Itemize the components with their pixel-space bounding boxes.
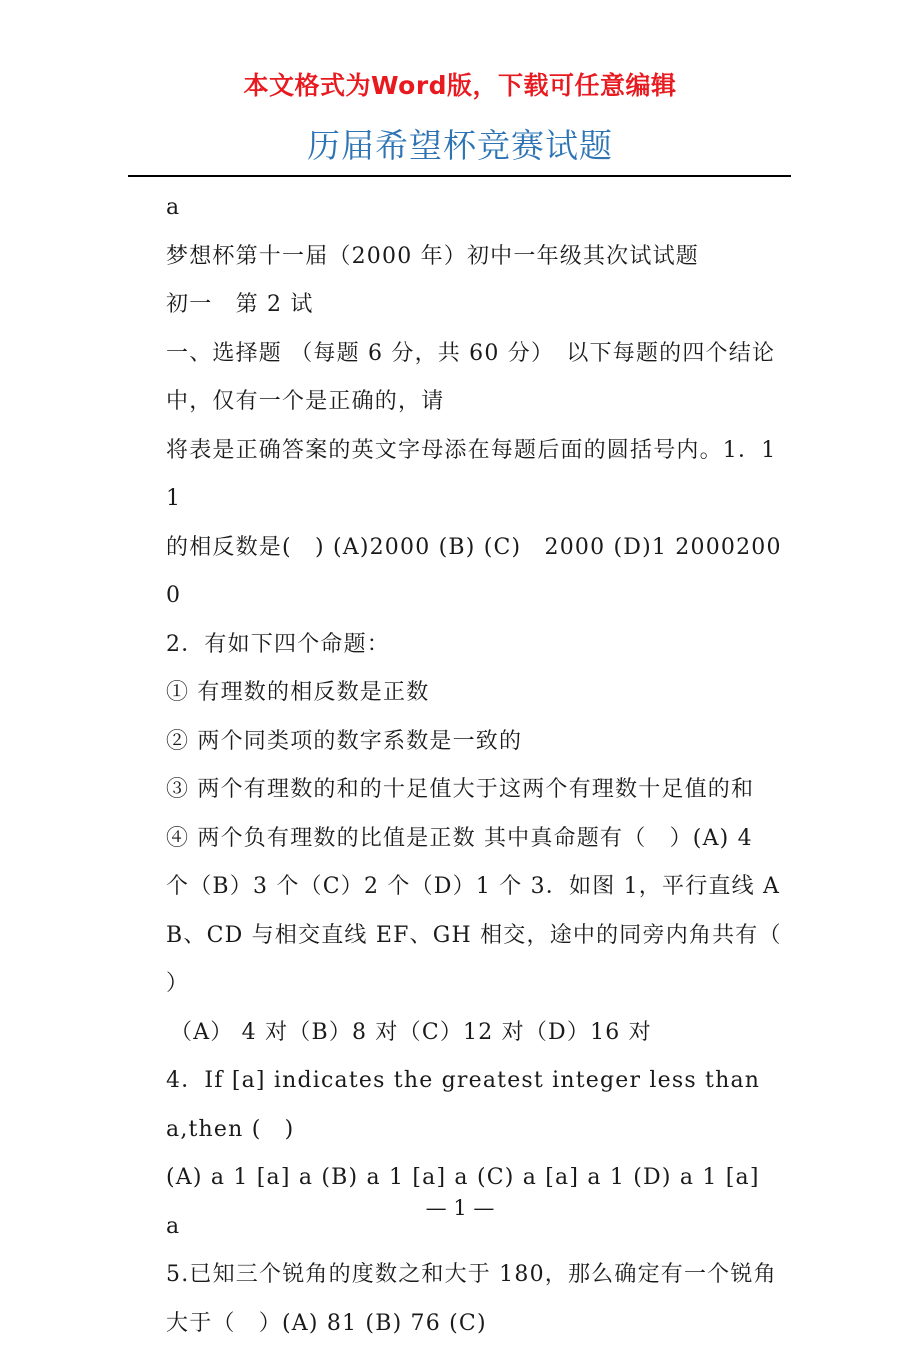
question-2-statement-2: ② 两个同类项的数字系数是一致的 xyxy=(166,728,523,754)
document-title: 历届希望杯竞赛试题 xyxy=(307,126,613,165)
exam-subheading: 初一 第 2 试 xyxy=(166,292,314,317)
page-number: — 1 — xyxy=(425,1196,495,1220)
question-2: 2．有如下四个命题： xyxy=(166,631,390,657)
download-banner: 本文格式为Word版，下载可任意编辑 xyxy=(243,71,677,100)
question-1: 的相反数是( ) (A)2000 (B) (C) 2000 (D)1 20002000 xyxy=(166,534,782,608)
document-body xyxy=(140,184,782,1348)
section-one-instruction: 将表是正确答案的英文字母添在每题后面的圆括号内。1．11 xyxy=(166,437,777,511)
question-2-3-block: ③ 两个有理数的和的十足值大于这两个有理数十足值的和 ④ 两个负有理数的比值是正数 其中真命题有（ ）(A) 4 个（B）3 个（C）2 个（D）1 个 3．如图 1，平行直线 AB、CD 与相交直线 EF、GH 相交，途中的同旁内角共有（ ） xyxy=(166,777,782,996)
question-2-statement-1: ① 有理数的相反数是正数 xyxy=(166,680,430,705)
body-line-stray-a: a xyxy=(166,195,181,220)
question-4-options: (A) a 1 [a] a (B) a 1 [a] a (C) a [a] a 1 (D) a 1 [a] a xyxy=(166,1165,760,1239)
exam-heading: 梦想杯第十一届（2000 年）初中一年级其次试试题 xyxy=(166,243,699,269)
header-divider xyxy=(128,175,791,177)
question-4: 4．If [a] indicates the greatest integer less than a,then ( ) xyxy=(166,1068,761,1142)
question-5: 5.已知三个锐角的度数之和大于 180，那么确定有一个锐角大于（ ）(A) 81 (B) 76 (C) xyxy=(166,1262,777,1336)
question-3-options: （A） 4 对（B）8 对（C）12 对（D）16 对 xyxy=(170,1019,652,1045)
section-one-intro: 一、选择题 （每题 6 分，共 60 分） 以下每题的四个结论中，仅有一个是正确的，请 xyxy=(166,340,776,414)
